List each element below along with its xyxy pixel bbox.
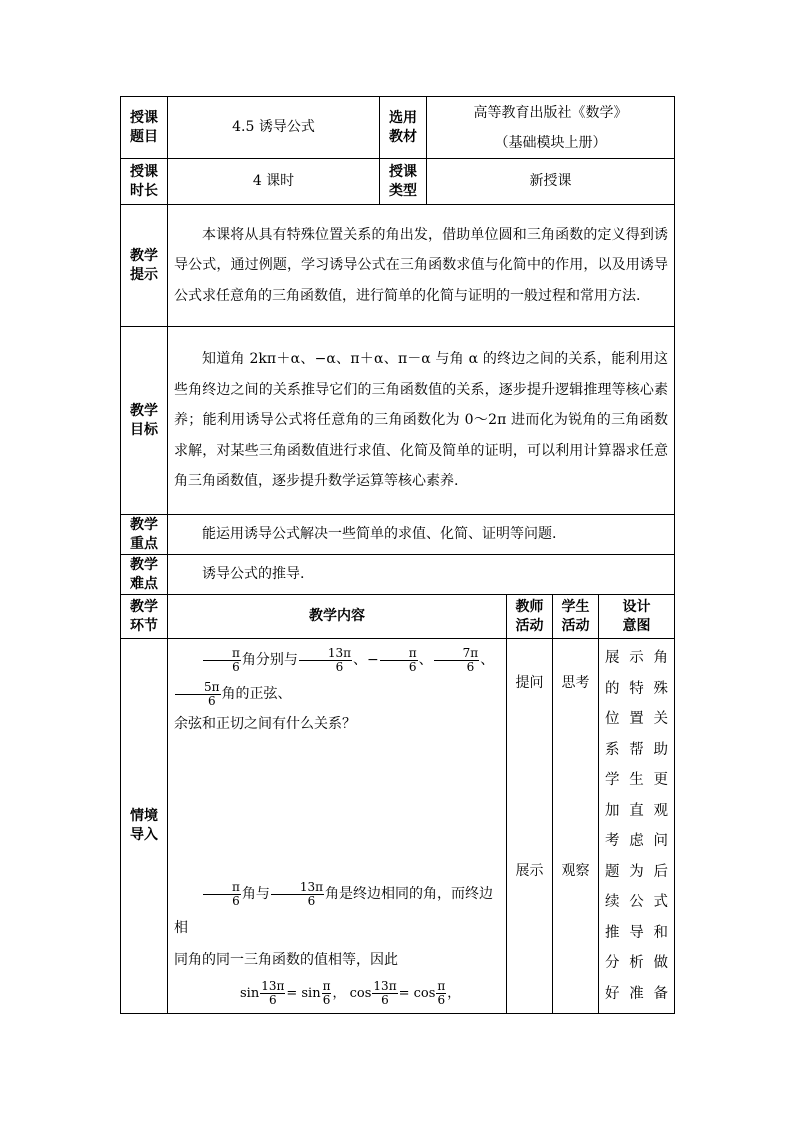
frac-pi-6: $\frac{\pi}{6}$ <box>203 881 241 908</box>
col-teacher: 教师 活动 <box>507 595 553 639</box>
goal-row <box>121 327 675 515</box>
frac-13pi-6: $\frac{13\pi}{6}$ <box>373 979 397 1007</box>
goal-text: 知道角 2kπ＋α、−α、π＋α、π－α 与角 α 的终边之间的关系，能利用这些角终边之间的关系推导它们的三角函数值的关系，逐步提升逻辑推理等核心素养；能利用诱导公式将任意角的三角函数化为 0～2π 进而化为锐角的三角函数求解，对某些三角函数值进行求值、化简及简单的证明，可以利用计算器求任意角三角函数值，逐步提升数学运算等核心素养. <box>168 327 675 515</box>
duration-value: 4 课时 <box>168 159 380 205</box>
teacher-activity-1: 提问 <box>515 675 544 691</box>
frac-13pi-6: $\frac{13\pi}{6}$ <box>261 979 285 1007</box>
intro-answer: $\frac{\pi}{6}$ 角与 $\frac{13\pi}{6}$ 角是终边相同的角，而终边相 同角的同一三角函数的值相等，因此 sin $\frac{13\pi}{6}$ = sin $\frac{\pi}{6}$ ， cos $\frac{13\pi}{6}$ = cos $\frac{\pi}{6}$ ， <box>174 877 500 1013</box>
intro-row <box>121 639 675 1014</box>
col-design: 设计 意图 <box>599 595 675 639</box>
plan-table <box>120 96 675 1014</box>
intro-equation: sin $\frac{13\pi}{6}$ = sin $\frac{\pi}{6}$ ， cos $\frac{13\pi}{6}$ = cos $\frac{\pi}{6}$ ， <box>240 979 461 1007</box>
frac-13pi-6: $\frac{13\pi}{6}$ <box>271 881 324 908</box>
column-header-row <box>121 595 675 639</box>
goal-label: 教学 目标 <box>121 327 168 515</box>
type-label: 授课 类型 <box>380 159 427 205</box>
frac-pi-6: $\frac{\pi}{6}$ <box>203 647 241 674</box>
key-point-text: 能运用诱导公式解决一些简单的求值、化简、证明等问题. <box>168 515 675 555</box>
duration-row <box>121 159 675 205</box>
topic-label: 授课 题目 <box>121 97 168 159</box>
difficulty-row <box>121 555 675 595</box>
student-activity-1: 思考 <box>561 675 590 691</box>
intro-question: $\frac{\pi}{6}$ 角分别与 $\frac{13\pi}{6}$ 、− $\frac{\pi}{6}$ 、 $\frac{7\pi}{6}$ 、 $\frac{5\pi}{6}$ 角的正弦、 <box>174 643 500 711</box>
frac-pi-6: $\frac{\pi}{6}$ <box>322 979 331 1007</box>
lesson-plan-grid <box>120 96 674 1014</box>
frac-pi-6: $\frac{\pi}{6}$ <box>380 647 418 674</box>
frac-13pi-6: $\frac{13\pi}{6}$ <box>299 647 352 674</box>
topic-row <box>121 97 675 159</box>
frac-7pi-6: $\frac{7\pi}{6}$ <box>434 647 480 674</box>
intro-stage: 情境 导入 <box>121 639 168 1014</box>
col-student: 学生 活动 <box>553 595 599 639</box>
textbook-label: 选用 教材 <box>380 97 427 159</box>
key-point-label: 教学 重点 <box>121 515 168 555</box>
intro-content <box>168 639 507 1014</box>
textbook-value: 高等教育出版社《数学》 （基础模块上册） <box>427 97 675 159</box>
col-content: 教学内容 <box>168 595 507 639</box>
intro-answer-line2: 同角的同一三角函数的值相等，因此 <box>174 952 398 968</box>
topic-value: 4.5 诱导公式 <box>168 97 380 159</box>
duration-label: 授课 时长 <box>121 159 168 205</box>
frac-pi-6: $\frac{\pi}{6}$ <box>437 979 446 1007</box>
difficulty-label: 教学 难点 <box>121 555 168 595</box>
hint-text: 本课将从具有特殊位置关系的角出发，借助单位圆和三角函数的定义得到诱导公式，通过例题，学习诱导公式在三角函数求值与化简中的作用，以及用诱导公式求任意角的三角函数值，进行简单的化简与证明的一般过程和常用方法. <box>168 205 675 327</box>
design-intent: 展示角 的特殊 位置关 系帮助 学生更 加直观 考虑问 题为后 续公式 推导和 分析做 好准备 <box>599 639 675 1014</box>
student-activity-2: 观察 <box>561 863 590 879</box>
difficulty-text: 诱导公式的推导. <box>168 555 675 595</box>
frac-5pi-6: $\frac{5\pi}{6}$ <box>175 681 221 708</box>
teacher-activity <box>507 639 553 1014</box>
key-point-row <box>121 515 675 555</box>
student-activity <box>553 639 599 1014</box>
type-value: 新授课 <box>427 159 675 205</box>
col-stage: 教学 环节 <box>121 595 168 639</box>
teacher-activity-2: 展示 <box>515 863 544 879</box>
hint-row <box>121 205 675 327</box>
intro-question-line2: 余弦和正切之间有什么关系？ <box>174 716 356 732</box>
hint-label: 教学 提示 <box>121 205 168 327</box>
